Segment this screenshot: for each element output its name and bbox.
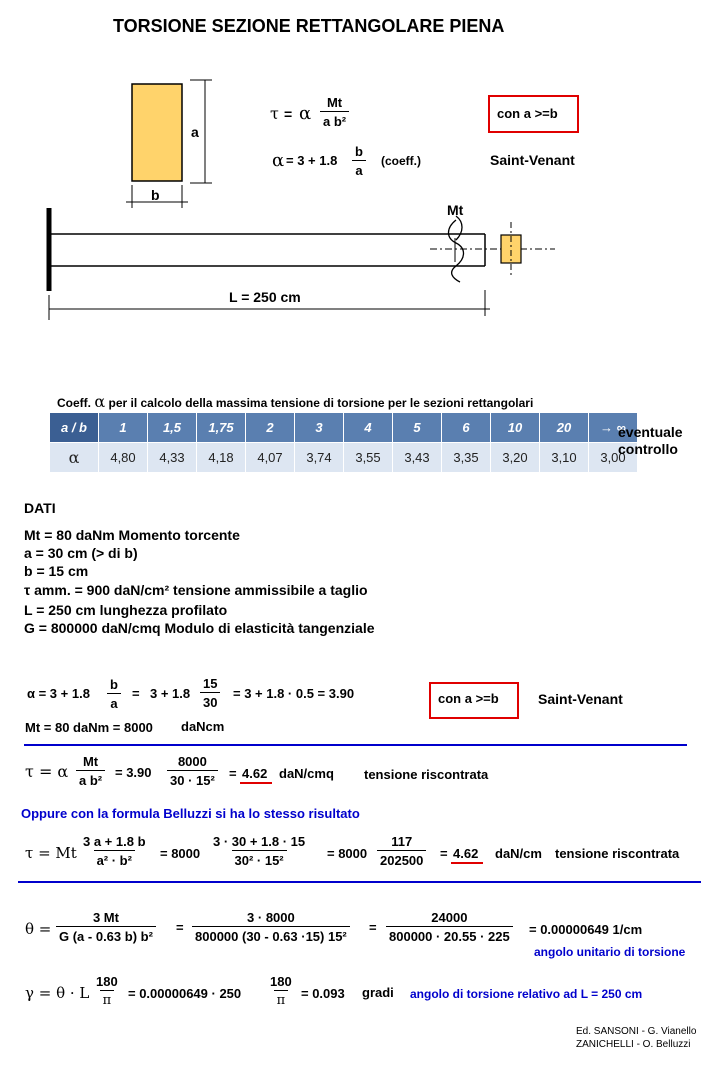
belluzzi-note: tensione riscontrata — [555, 846, 680, 861]
alpha-expression: = 3 + 1.8 — [286, 153, 338, 168]
fraction-denominator: 30 — [200, 692, 220, 709]
dati-line: b = 15 cm — [24, 563, 89, 579]
alpha-fraction — [352, 145, 366, 177]
table-header-cell: 1,5 — [148, 413, 197, 443]
fraction-numerator: 3 · 8000 — [247, 910, 295, 925]
table-cell: 3,74 — [295, 443, 344, 473]
divider — [24, 744, 687, 746]
label-b: b — [151, 187, 160, 203]
fraction-denominator: a — [107, 693, 120, 710]
fraction-denominator: 800000 · 20.55 · 225 — [386, 926, 513, 943]
gamma-lhs: γ = θ · L — [25, 984, 90, 1002]
table-header-cell: 20 — [540, 413, 589, 443]
fraction-denominator: 30 · 15² — [167, 770, 218, 787]
table-header-cell: 5 — [393, 413, 442, 443]
label-length: L = 250 cm — [229, 289, 301, 305]
alpha-numerator: b — [355, 144, 363, 159]
belluzzi-eq2: = 8000 — [327, 846, 368, 861]
table-cell: 3,10 — [540, 443, 589, 473]
page-title: TORSIONE SEZIONE RETTANGOLARE PIENA — [113, 16, 505, 36]
alpha-calc-fraction-2 — [200, 677, 220, 709]
note-line-2: controllo — [618, 441, 678, 457]
table-cell: 3,55 — [344, 443, 393, 473]
eq-sign: = — [284, 106, 293, 122]
belluzzi-result: 4.62 — [453, 846, 479, 861]
tau-calc-eq2: = — [229, 766, 237, 781]
tau-numerator: Mt — [326, 95, 343, 110]
fraction-denominator: G (a - 0.63 b) b² — [56, 926, 156, 943]
fraction-denominator: 800000 (30 - 0.63 ·15) 15² — [192, 926, 350, 943]
gamma-mid: = 0.00000649 · 250 — [128, 986, 242, 1001]
fraction-numerator: 3 · 30 + 1.8 · 15 — [213, 834, 306, 849]
tau-denominator: a b² — [320, 111, 349, 128]
credit-line-1: Ed. SANSONI - G. Vianello — [576, 1026, 697, 1037]
theta-fraction-1 — [56, 911, 156, 943]
fraction-denominator: π — [100, 990, 115, 1007]
table-cell: 3,43 — [393, 443, 442, 473]
divider-2 — [18, 881, 701, 883]
table-cell: 4,33 — [148, 443, 197, 473]
mt-conversion: Mt = 80 daNm = 8000 — [25, 720, 153, 735]
table-header-cell: 6 — [442, 413, 491, 443]
dati-line: L = 250 cm lunghezza profilato — [24, 602, 228, 618]
fraction-numerator: 24000 — [431, 910, 468, 925]
label-a: a — [191, 124, 199, 140]
tau-fraction — [320, 96, 349, 128]
tau-calc-lhs: τ = α — [25, 762, 69, 781]
belluzzi-lhs: τ = Mt — [25, 844, 77, 862]
belluzzi-eq1: = 8000 — [160, 846, 201, 861]
fraction-numerator: 180 — [270, 974, 292, 989]
fraction-numerator: 8000 — [177, 754, 207, 769]
alpha-calc-fraction-1 — [107, 678, 121, 710]
author-label: Saint-Venant — [490, 152, 575, 168]
theta-eq2: = — [369, 920, 377, 935]
coefficient-table — [49, 412, 638, 473]
gamma-unit: gradi — [362, 985, 394, 1000]
result-underline-2 — [451, 862, 483, 864]
dati-line: a = 30 cm (> di b) — [24, 545, 138, 561]
table-header-cell: → ∞ — [589, 413, 638, 443]
dati-line: τ amm. = 900 daN/cm² tensione ammissibile a taglio — [24, 582, 368, 598]
table-header-cell: 3 — [295, 413, 344, 443]
table-header-cell: 10 — [491, 413, 540, 443]
theta-result: = 0.00000649 1/cm — [529, 922, 643, 937]
table-header-cell: 2 — [246, 413, 295, 443]
condition-text-2: con a >=b — [438, 691, 499, 706]
gamma-fraction-2 — [267, 975, 295, 1007]
belluzzi-fraction-1 — [80, 835, 149, 867]
credit-line-2: ZANICHELLI - O. Belluzzi — [576, 1039, 691, 1050]
alpha-denominator: a — [352, 160, 365, 177]
table-caption — [57, 392, 533, 411]
belluzzi-eq3: = — [440, 846, 448, 861]
condition-text: con a >=b — [497, 106, 558, 121]
table-cell: 3,20 — [491, 443, 540, 473]
fraction-numerator: 15 — [203, 676, 218, 691]
result-underline — [240, 782, 272, 784]
alpha-symbol-2: α — [272, 150, 285, 171]
table-cell: 3,00 — [589, 443, 638, 473]
coeff-label: (coeff.) — [381, 154, 421, 168]
table-caption-pre: Coeff. — [57, 396, 91, 410]
theta-fraction-3 — [386, 911, 513, 943]
table-header-row — [50, 413, 638, 443]
table-header-cell: a / b — [50, 413, 99, 443]
dati-line: Mt = 80 daNm Momento torcente — [24, 527, 240, 543]
belluzzi-fraction-2 — [210, 835, 308, 867]
tau-symbol: τ — [270, 104, 279, 123]
section-rect — [132, 84, 182, 181]
note-line-1: eventuale — [618, 424, 683, 440]
fraction-denominator: a b² — [76, 770, 105, 787]
belluzzi-fraction-3 — [377, 835, 426, 867]
table-caption-post: per il calcolo della massima tensione di torsione per le sezioni rettangolari — [108, 396, 534, 410]
tau-calc-fraction-2 — [167, 755, 218, 787]
tau-calc-eq: = 3.90 — [115, 765, 152, 780]
gamma-note: angolo di torsione relativo ad L = 250 cm — [410, 987, 643, 1001]
fraction-numerator: 3 Mt — [92, 910, 119, 925]
table-cell: 4,18 — [197, 443, 246, 473]
label-mt: Mt — [447, 202, 464, 218]
alpha-calc-rest: = 3 + 1.8 · 0.5 = 3.90 — [233, 686, 355, 701]
dati-heading: DATI — [24, 500, 56, 516]
table-cell: 3,35 — [442, 443, 491, 473]
table-row — [50, 443, 638, 473]
table-header-cell: 1 — [99, 413, 148, 443]
mt-conversion-unit: daNcm — [181, 719, 225, 734]
fraction-numerator: 117 — [391, 834, 413, 849]
tau-calc-fraction-1 — [76, 755, 105, 787]
table-header-cell: 4 — [344, 413, 393, 443]
fraction-numerator: 3 a + 1.8 b — [83, 834, 146, 849]
gamma-fraction-1 — [93, 975, 121, 1007]
alpha-symbol: α — [299, 103, 312, 124]
tau-calc-result: 4.62 — [242, 766, 268, 781]
theta-lhs: θ = — [25, 920, 52, 938]
fraction-denominator: π — [274, 990, 289, 1007]
table-cell: 4,07 — [246, 443, 295, 473]
fraction-numerator: Mt — [82, 754, 99, 769]
fraction-denominator: 30² · 15² — [232, 850, 287, 867]
author-label-2: Saint-Venant — [538, 691, 623, 707]
table-header-cell: 1,75 — [197, 413, 246, 443]
theta-eq1: = — [176, 920, 184, 935]
belluzzi-unit: daN/cm — [495, 846, 542, 861]
table-caption-alpha: α — [94, 392, 106, 411]
table-cell: 4,80 — [99, 443, 148, 473]
table-row-label: α — [50, 443, 99, 473]
belluzzi-heading: Oppure con la formula Belluzzi si ha lo stesso risultato — [21, 806, 360, 821]
fraction-numerator: b — [110, 677, 118, 692]
tau-calc-note: tensione riscontrata — [364, 767, 489, 782]
alpha-calc-lhs: α = 3 + 1.8 — [27, 686, 90, 701]
alpha-calc-mid: 3 + 1.8 — [150, 686, 191, 701]
dati-line: G = 800000 daN/cmq Modulo di elasticità tangenziale — [24, 620, 375, 636]
theta-note: angolo unitario di torsione — [534, 945, 686, 959]
fraction-denominator: a² · b² — [94, 850, 135, 867]
fraction-numerator: 180 — [96, 974, 118, 989]
alpha-calc-eq1: = — [132, 686, 140, 701]
theta-fraction-2 — [192, 911, 350, 943]
gamma-result: = 0.093 — [301, 986, 345, 1001]
fraction-denominator: 202500 — [377, 850, 426, 867]
tau-calc-unit: daN/cmq — [279, 766, 334, 781]
